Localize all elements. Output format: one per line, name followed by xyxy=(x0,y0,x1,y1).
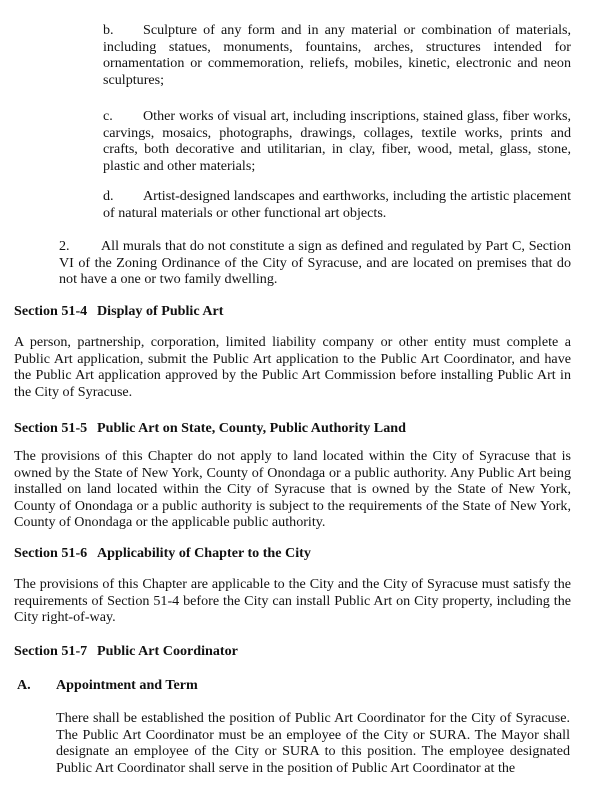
section-51-4-title: Display of Public Art xyxy=(97,303,224,319)
section-51-6-heading xyxy=(14,545,311,562)
section-51-5-title: Public Art on State, County, Public Authority Land xyxy=(97,420,406,436)
item-b-text: Sculpture of any form and in any material or combination of materials, including statues, monuments, fountains, arches, structures intended for ornamentation or commemoration, reliefs, mobiles, kinetic, electronic and neon sculptures; xyxy=(103,22,571,88)
section-51-7-heading xyxy=(14,643,238,660)
item-d-label: d. xyxy=(103,188,114,204)
item-d-text: Artist-designed landscapes and earthworks, including the artistic placement of natural materials or other functional art objects. xyxy=(103,188,571,221)
section-51-5-body: The provisions of this Chapter do not apply to land located within the City of Syracuse that is owned by the State of New York, County of Onondaga or a public authority. Any Public Art being installed on land located within the City of Syracuse that is owned by the State of New York, County of Onondaga or a public authority is subject to the requirements of the State of New York, County of Onondaga or the applicable public authority. xyxy=(14,448,571,531)
section-51-4-number: Section 51-4 xyxy=(14,303,88,319)
item-d xyxy=(103,188,571,221)
section-51-4-body: A person, partnership, corporation, limited liability company or other entity must complete a Public Art application, submit the Public Art application to the Public Art Coordinator, and have the Public Art application approved by the Public Art Commission before installing Public Art in the City of Syracuse. xyxy=(14,334,571,400)
section-51-7-title: Public Art Coordinator xyxy=(97,643,238,659)
subsection-a-title: Appointment and Term xyxy=(56,677,198,693)
section-51-7-number: Section 51-7 xyxy=(14,643,88,659)
section-51-6-title: Applicability of Chapter to the City xyxy=(97,545,311,561)
item-c-label: c. xyxy=(103,108,113,124)
item-2-text: All murals that do not constitute a sign as defined and regulated by Part C, Section VI of the Zoning Ordinance of the City of Syracuse, and are located on premises that do not have a one or two family dwelling. xyxy=(59,238,571,288)
section-51-6-number: Section 51-6 xyxy=(14,545,88,561)
subsection-a-heading xyxy=(17,677,198,694)
item-b-label: b. xyxy=(103,22,114,38)
section-51-5-heading xyxy=(14,420,406,437)
item-2 xyxy=(59,238,571,288)
item-2-label: 2. xyxy=(59,238,70,254)
item-c-text: Other works of visual art, including inscriptions, stained glass, fiber works, carvings, mosaics, photographs, drawings, collages, textile works, prints and crafts, both decorative and utilitarian, in clay, fiber, wood, metal, glass, stone, plastic and other materials; xyxy=(103,108,571,174)
subsection-a-letter: A. xyxy=(17,677,31,693)
section-51-4-heading xyxy=(14,303,223,320)
section-51-5-number: Section 51-5 xyxy=(14,420,88,436)
subsection-a-body: There shall be established the position of Public Art Coordinator for the City of Syracuse. The Public Art Coordinator must be an employee of the City or SURA. The Mayor shall designate an employee of the City or SURA to this position. The employee designated Public Art Coordinator shall serve in the position of Public Art Coordinator at the xyxy=(56,710,570,776)
section-51-6-body: The provisions of this Chapter are applicable to the City and the City of Syracuse must satisfy the requirements of Section 51-4 before the City can install Public Art on City property, including the City right-of-way. xyxy=(14,576,571,626)
item-b xyxy=(103,22,571,88)
item-c xyxy=(103,108,571,174)
